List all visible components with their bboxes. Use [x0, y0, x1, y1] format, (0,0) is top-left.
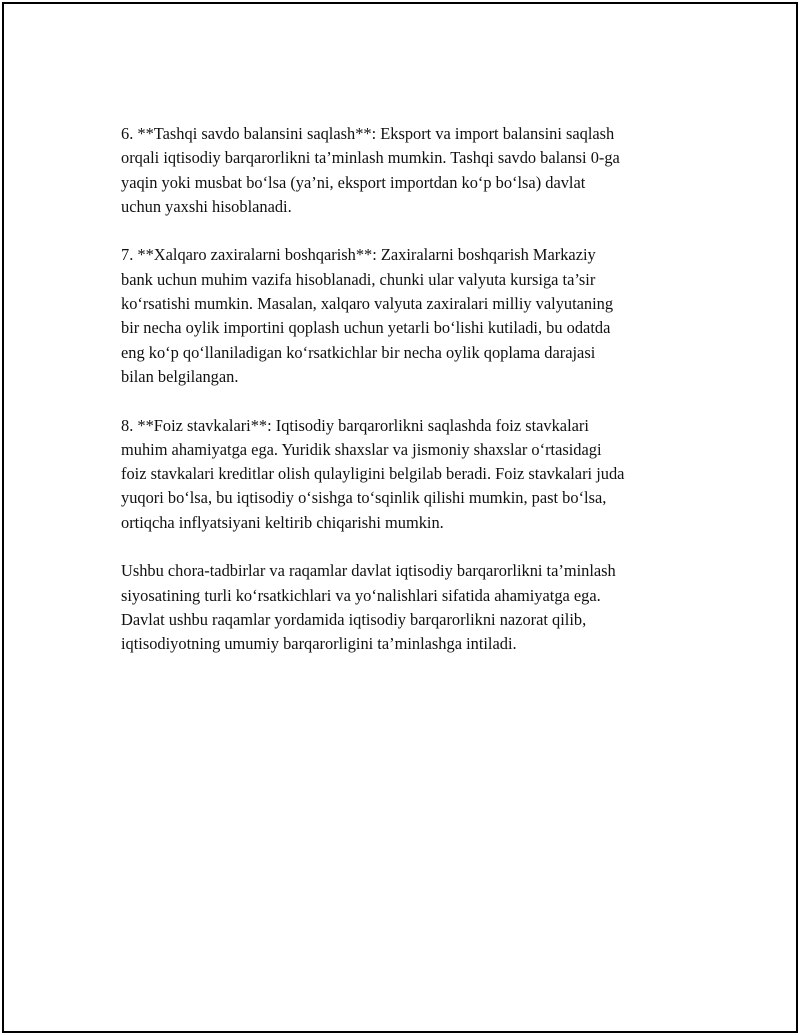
paragraph-trade-balance: [121, 122, 681, 219]
paragraph-interest-rates: [121, 414, 681, 535]
paragraph-reserves: [121, 243, 681, 389]
text-line: foiz stavkalari kreditlar olish qulayligini belgilab beradi. Foiz stavkalari juda: [121, 464, 625, 484]
text-line: siyosatining turli ko‘rsatkichlari va yo‘nalishlari sifatida ahamiyatga ega.: [121, 585, 601, 605]
text-line: muhim ahamiyatga ega. Yuridik shaxslar va jismoniy shaxslar o‘rtasidagi: [121, 439, 602, 459]
text-line: yaqin yoki musbat bo‘lsa (ya’ni, eksport importdan ko‘p bo‘lsa) davlat: [121, 172, 586, 192]
page-frame: [2, 2, 798, 1033]
text-line: ortiqcha inflyatsiyani keltirib chiqarishi mumkin.: [121, 512, 444, 532]
text-line: Davlat ushbu raqamlar yordamida iqtisodiy barqarorlikni nazorat qilib,: [121, 609, 587, 629]
text-line: 7. **Xalqaro zaxiralarni boshqarish**: Zaxiralarni boshqarish Markaziy: [121, 245, 596, 265]
text-line: bilan belgilangan.: [121, 366, 239, 386]
text-line: uchun yaxshi hisoblanadi.: [121, 196, 292, 216]
text-line: 6. **Tashqi savdo balansini saqlash**: Eksport va import balansini saqlash: [121, 124, 615, 143]
text-line: orqali iqtisodiy barqarorlikni ta’minlash mumkin. Tashqi savdo balansi 0-ga: [121, 148, 620, 168]
text-line: bir necha oylik importini qoplash uchun yetarli bo‘lishi kutiladi, bu odatda: [121, 318, 611, 338]
text-line: ko‘rsatishi mumkin. Masalan, xalqaro valyuta zaxiralari milliy valyutaning: [121, 294, 614, 314]
text-line: 8. **Foiz stavkalari**: Iqtisodiy barqarorlikni saqlashda foiz stavkalari: [121, 415, 589, 435]
text-line: yuqori bo‘lsa, bu iqtisodiy o‘sishga to‘sqinlik qilishi mumkin, past bo‘lsa,: [121, 488, 607, 508]
text-line: bank uchun muhim vazifa hisoblanadi, chunki ular valyuta kursiga ta’sir: [121, 269, 596, 289]
text-line: Ushbu chora-tadbirlar va raqamlar davlat iqtisodiy barqarorlikni ta’minlash: [121, 561, 616, 581]
paragraph-conclusion: [121, 559, 681, 656]
text-line: iqtisodiyotning umumiy barqarorligini ta’minlashga intiladi.: [121, 634, 517, 654]
document-body: [121, 122, 681, 681]
text-line: eng ko‘p qo‘llaniladigan ko‘rsatkichlar bir necha oylik qoplama darajasi: [121, 342, 596, 362]
